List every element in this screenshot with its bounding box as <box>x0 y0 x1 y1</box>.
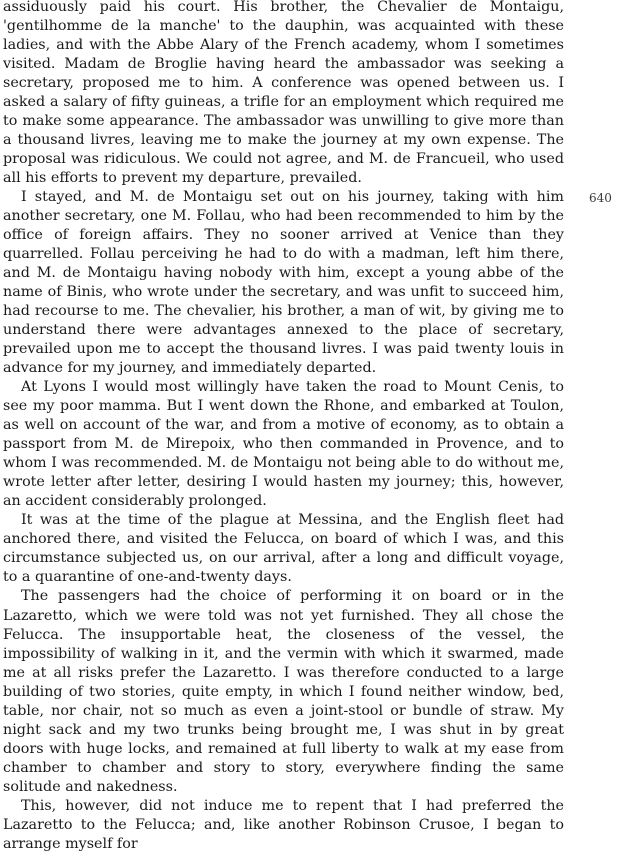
paragraph-6: This, however, did not induce me to repent that I had preferred the Lazaretto to the Felucca; and, like another Robinson Crusoe, I began to arrange myself for <box>3 797 564 852</box>
paragraph-3: At Lyons I would most willingly have taken the road to Mount Cenis, to see my poor mamma. But I went down the Rhone, and embarked at Toulon, as well on account of the war, and from a motive of economy, as to obtain a passport from M. de Mirepoix, who then commanded in Provence, and to whom I was recommended. M. de Montaigu not being able to do without me, wrote letter after letter, desiring I would hasten my journey; this, however, an accident considerably prolonged. <box>3 379 564 510</box>
page-number: 640 <box>589 191 612 205</box>
paragraph-2: I stayed, and M. de Montaigu set out on his journey, taking with him another secretary, one M. Follau, who had been recommended to him by the office of foreign affairs. They no sooner arrived at Venice than they quarrelled. Follau perceiving he had to do with a madman, left him there, and M. de Montaigu having nobody with him, except a young abbe of the name of Binis, who wrote under the secretary, and was unfit to succeed him, had recourse to me. The chevalier, his brother, a man of wit, by giving me to understand there were advantages annexed to the place of secretary, prevailed upon me to accept the thousand livres. I was paid twenty louis in advance for my journey, and immediately departed. <box>3 189 564 377</box>
body-text <box>3 0 564 854</box>
paragraph-5: The passengers had the choice of performing it on board or in the Lazaretto, which we were told was not yet furnished. They all chose the Felucca. The insupportable heat, the closeness of the vessel, the impossibility of walking in it, and the vermin with which it swarmed, made me at all risks prefer the Lazaretto. I was therefore conducted to a large building of two stories, quite empty, in which I found neither window, bed, table, nor chair, not so much as even a joint-stool or bundle of straw. My night sack and my two trunks being brought me, I was shut in by great doors with huge locks, and remained at full liberty to walk at my ease from chamber to chamber and story to story, everywhere finding the same solitude and nakedness. <box>3 588 564 795</box>
paragraph-4: It was at the time of the plague at Messina, and the English fleet had anchored there, and visited the Felucca, on board of which I was, and this circumstance subjected us, on our arrival, after a long and difficult voyage, to a quarantine of one-and-twenty days. <box>3 512 564 586</box>
paragraph-1: assiduously paid his court. His brother, the Chevalier de Montaigu, 'gentilhomme de la manche' to the dauphin, was acquainted with these ladies, and with the Abbe Alary of the French academy, whom I sometimes visited. Madam de Broglie having heard the ambassador was seeking a secretary, proposed me to him. A conference was opened between us. I asked a salary of fifty guineas, a trifle for an employment which required me to make some appearance. The ambassador was unwilling to give more than a thousand livres, leaving me to make the journey at my own expense. The proposal was ridiculous. We could not agree, and M. de Francueil, who used all his efforts to prevent my departure, prevailed. <box>3 0 564 187</box>
